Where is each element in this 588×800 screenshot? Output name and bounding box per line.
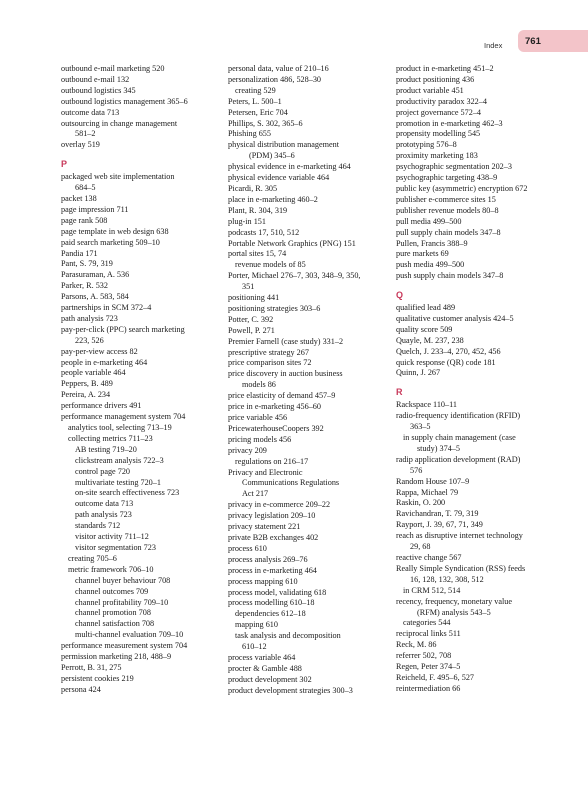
index-entry: multivariate testing 720–1 — [75, 477, 161, 487]
index-entry: outbound e-mail marketing 520 — [61, 64, 165, 73]
index-entry: Quinn, J. 267 — [396, 368, 441, 378]
index-entry: Act 217 — [242, 489, 269, 499]
index-entry: 610–12 — [242, 642, 267, 652]
index-entry: collecting metrics 711–23 — [68, 433, 153, 443]
index-entry: prescriptive strategy 267 — [228, 347, 309, 357]
index-entry: prototyping 576–8 — [396, 140, 457, 150]
index-entry: 576 — [410, 465, 423, 475]
index-entry: quality score 509 — [396, 324, 453, 334]
index-entry: Premier Farnell (case study) 331–2 — [228, 336, 344, 346]
index-entry: Quayle, M. 237, 238 — [396, 335, 464, 345]
index-entry: process variable 464 — [228, 652, 296, 662]
index-entry: price variable 456 — [228, 413, 288, 422]
index-entry: performance management system 704 — [61, 412, 186, 422]
index-entry: physical evidence variable 464 — [228, 173, 330, 183]
index-entry: AB testing 719–20 — [75, 444, 137, 454]
index-entry: privacy 209 — [228, 445, 267, 455]
index-entry: creating 529 — [235, 85, 276, 95]
index-entry: people variable 464 — [61, 368, 126, 378]
index-entry: 16, 128, 132, 308, 512 — [410, 574, 484, 584]
index-entry: product in e-marketing 451–2 — [396, 64, 494, 73]
index-entry: project governance 572–4 — [396, 107, 482, 117]
index-entry: channel satisfaction 708 — [75, 619, 155, 629]
index-entry: process in e-marketing 464 — [228, 565, 317, 575]
index-entry: persistent cookies 219 — [61, 673, 134, 683]
index-entry: Pandia 171 — [61, 248, 98, 258]
index-entry: in CRM 512, 514 — [403, 585, 461, 595]
running-header: Index — [484, 41, 503, 50]
index-entry: 223, 526 — [75, 335, 104, 345]
index-entry: 351 — [242, 282, 255, 292]
index-entry: pricing models 456 — [228, 434, 292, 444]
index-entry: metric framework 706–10 — [68, 564, 154, 574]
index-entry: page rank 508 — [61, 215, 108, 225]
index-entry: privacy in e-commerce 209–22 — [228, 500, 331, 510]
index-entry: Picardi, R. 305 — [228, 183, 278, 193]
index-entry: task analysis and decomposition — [235, 631, 341, 641]
index-entry: product development strategies 300–3 — [228, 685, 353, 695]
index-entry: physical evidence in e-marketing 464 — [228, 162, 351, 172]
index-entry: pay-per-click (PPC) search marketing — [61, 324, 185, 334]
index-entry: procter & Gamble 488 — [228, 663, 302, 673]
index-entry: Quelch, J. 233–4, 270, 452, 456 — [396, 346, 501, 356]
index-entry: Potter, C. 392 — [228, 314, 274, 324]
index-entry: product positioning 436 — [396, 74, 475, 84]
index-entry: pay-per-view access 82 — [61, 346, 138, 356]
index-entry: promotion in e-marketing 462–3 — [396, 118, 503, 128]
index-entry: Porter, Michael 276–7, 303, 348–9, 350, — [228, 271, 361, 281]
index-entry: regulations on 216–17 — [235, 456, 309, 466]
index-entry: channel profitability 709–10 — [75, 597, 169, 607]
index-entry: Perrott, B. 31, 275 — [61, 662, 122, 672]
index-entry: Powell, P. 271 — [228, 325, 275, 335]
index-entry: Really Simple Syndication (RSS) feeds — [396, 563, 526, 573]
index-entry: Plant, R. 304, 319 — [228, 205, 288, 215]
index-entry: Ravichandran, T. 79, 319 — [396, 509, 479, 519]
index-entry: psychographic targeting 438–9 — [396, 173, 498, 183]
index-entry: quick response (QR) code 181 — [396, 357, 496, 367]
index-entry: process modelling 610–18 — [228, 598, 315, 608]
index-entry: positioning strategies 303–6 — [228, 303, 321, 313]
index-entry: Portable Network Graphics (PNG) 151 — [228, 238, 356, 248]
index-entry: Pereira, A. 234 — [61, 390, 111, 400]
index-entry: price comparison sites 72 — [228, 358, 312, 368]
index-entry: Phillips, S. 302, 365–6 — [228, 118, 303, 128]
index-entry: permission marketing 218, 488–9 — [61, 652, 172, 662]
index-entry: page template in web design 638 — [61, 226, 169, 236]
index-entry: Communications Regulations — [242, 478, 340, 488]
section-letter-heading: R — [396, 387, 403, 398]
index-entry: Parsons, A. 583, 584 — [61, 292, 129, 302]
index-entry: push supply chain models 347–8 — [396, 271, 504, 281]
index-entry: revenue models of 85 — [235, 260, 306, 270]
index-entry: pull supply chain models 347–8 — [396, 227, 501, 237]
index-entry: people in e-marketing 464 — [61, 357, 148, 367]
index-entry: radio-frequency identification (RFID) — [396, 411, 521, 421]
index-entry: mapping 610 — [235, 620, 278, 630]
index-entry: overlay 519 — [61, 140, 100, 150]
index-entry: Regen, Peter 374–5 — [396, 662, 461, 672]
index-entry: product variable 451 — [396, 85, 464, 95]
index-entry: performance measurement system 704 — [61, 641, 188, 651]
index-entry: personal data, value of 210–16 — [228, 64, 329, 73]
index-entry: public key (asymmetric) encryption 672 — [396, 183, 528, 193]
index-entry: Random House 107–9 — [396, 476, 470, 486]
index-entry: Peters, L. 500–1 — [228, 96, 282, 106]
index-entry: physical distribution management — [228, 140, 339, 150]
index-entry: privacy legislation 209–10 — [228, 511, 316, 521]
index-entry: Parker, R. 532 — [61, 281, 108, 291]
index-entry: on-site search effectiveness 723 — [75, 488, 180, 498]
index-entry: push media 499–500 — [396, 260, 465, 270]
index-entry: visitor segmentation 723 — [75, 542, 156, 552]
index-entry: 581–2 — [75, 129, 96, 139]
index-entry: outcome data 713 — [61, 107, 120, 117]
index-entry: clickstream analysis 722–3 — [75, 455, 164, 465]
index-entry: visitor activity 711–12 — [75, 532, 149, 542]
index-entry: categories 544 — [403, 618, 451, 628]
index-entry: publisher revenue models 80–8 — [396, 205, 499, 215]
index-entry: publisher e-commerce sites 15 — [396, 194, 496, 204]
index-entry: outbound logistics 345 — [61, 85, 136, 95]
index-entry: in supply chain management (case — [403, 433, 516, 442]
index-entry: Petersen, Eric 704 — [228, 107, 288, 117]
index-column-1 — [61, 64, 229, 696]
index-entry: personalization 486, 528–30 — [228, 74, 322, 84]
index-entry: price elasticity of demand 457–9 — [228, 391, 336, 401]
section-letter-heading: Q — [396, 290, 404, 301]
index-column-2 — [228, 64, 396, 697]
index-entry: plug-in 151 — [228, 216, 266, 226]
index-entry: standards 712 — [75, 521, 121, 531]
index-entry: productivity paradox 322–4 — [396, 96, 487, 106]
index-entry: multi-channel evaluation 709–10 — [75, 630, 184, 640]
index-entry: path analysis 723 — [75, 510, 132, 520]
index-entry: reach as disruptive internet technology — [396, 531, 523, 541]
index-entry: price discovery in auction business — [228, 369, 343, 379]
index-entry: paid search marketing 509–10 — [61, 237, 160, 247]
index-entry: Raskin, O. 200 — [396, 498, 446, 508]
index-entry: radip application development (RAD) — [396, 454, 521, 464]
index-entry: outbound logistics management 365–6 — [61, 96, 188, 106]
index-entry: creating 705–6 — [68, 553, 117, 563]
index-entry: recency, frequency, monetary value — [396, 596, 512, 606]
index-entry: persona 424 — [61, 684, 101, 694]
index-entry: Pant, S. 79, 319 — [61, 259, 113, 269]
index-entry: Privacy and Electronic — [228, 467, 303, 477]
index-entry: Phishing 655 — [228, 129, 271, 139]
index-entry: reactive change 567 — [396, 552, 462, 562]
index-entry: psychographic segmentation 202–3 — [396, 162, 512, 172]
index-entry: Reck, M. 86 — [396, 640, 437, 650]
index-entry: process 610 — [228, 543, 267, 553]
index-entry: study) 374–5 — [417, 443, 460, 453]
index-entry: reintermediation 66 — [396, 683, 461, 693]
index-column-3 — [396, 64, 564, 695]
index-entry: Reicheld, F. 495–6, 527 — [396, 672, 475, 682]
index-entry: portal sites 15, 74 — [228, 249, 287, 259]
index-entry: process model, validating 618 — [228, 587, 327, 597]
index-entry: Rackspace 110–11 — [396, 400, 458, 410]
index-entry: 684–5 — [75, 183, 96, 193]
index-entry: models 86 — [242, 380, 276, 390]
index-entry: price in e-marketing 456–60 — [228, 402, 321, 412]
index-entry: channel outcomes 709 — [75, 586, 149, 596]
index-entry: outbound e-mail 132 — [61, 74, 130, 84]
index-entry: process mapping 610 — [228, 576, 298, 586]
index-entry: reciprocal links 511 — [396, 629, 461, 639]
index-entry: analytics tool, selecting 713–19 — [68, 423, 172, 432]
index-entry: packaged web site implementation — [61, 172, 175, 182]
index-entry: private B2B exchanges 402 — [228, 532, 319, 542]
index-entry: Pullen, Francis 388–9 — [396, 238, 468, 248]
index-entry: performance drivers 491 — [61, 401, 142, 411]
index-entry: 29, 68 — [410, 542, 431, 552]
index-entry: packet 138 — [61, 193, 97, 203]
index-entry: Peppers, B. 489 — [61, 379, 113, 389]
index-entry: control page 720 — [75, 466, 131, 476]
index-entry: place in e-marketing 460–2 — [228, 194, 318, 204]
index-entry: Parasuraman, A. 536 — [61, 270, 130, 280]
index-entry: outsourcing in change management — [61, 118, 178, 128]
index-entry: page impression 711 — [61, 204, 129, 214]
index-entry: referrer 502, 708 — [396, 651, 452, 661]
index-entry: partnerships in SCM 372–4 — [61, 303, 152, 313]
index-entry: outcome data 713 — [75, 499, 134, 509]
index-entry: pure markets 69 — [396, 249, 449, 259]
index-entry: channel promotion 708 — [75, 608, 151, 618]
index-entry: process analysis 269–76 — [228, 554, 308, 564]
index-entry: qualified lead 489 — [396, 303, 456, 313]
index-entry: Rayport, J. 39, 67, 71, 349 — [396, 520, 483, 530]
index-entry: dependencies 612–18 — [235, 609, 306, 619]
index-entry: podcasts 17, 510, 512 — [228, 227, 300, 237]
index-entry: proximity marketing 183 — [396, 151, 478, 161]
section-letter-heading: P — [61, 159, 68, 170]
index-entry: path analysis 723 — [61, 313, 118, 323]
index-entry: PricewaterhouseCoopers 392 — [228, 423, 324, 433]
page-number: 761 — [518, 30, 588, 52]
index-entry: propensity modelling 545 — [396, 129, 481, 139]
index-entry: (PDM) 345–6 — [249, 151, 295, 161]
index-entry: channel buyer behaviour 708 — [75, 575, 171, 585]
index-entry: (RFM) analysis 543–5 — [417, 607, 491, 617]
index-entry: privacy statement 221 — [228, 522, 301, 532]
index-entry: positioning 441 — [228, 293, 280, 303]
index-entry: 363–5 — [410, 422, 431, 432]
index-entry: product development 302 — [228, 674, 312, 684]
index-entry: qualitative customer analysis 424–5 — [396, 313, 514, 323]
index-entry: pull media 499–500 — [396, 216, 462, 226]
index-entry: Rappa, Michael 79 — [396, 487, 459, 497]
